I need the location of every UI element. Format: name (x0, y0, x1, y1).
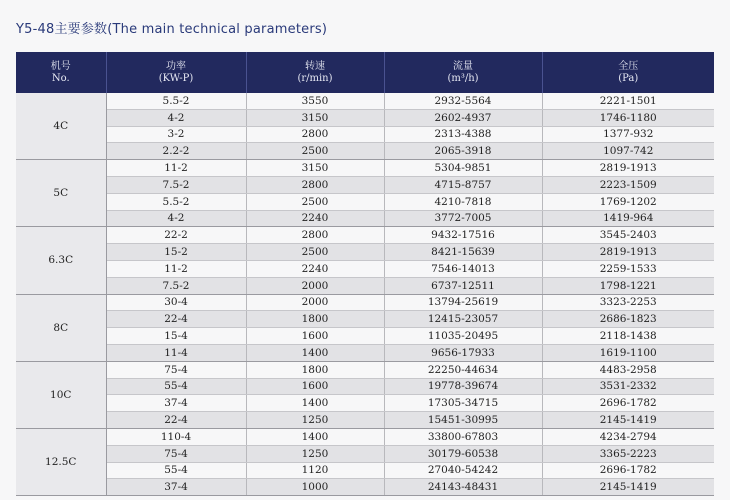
flow-cell: 7546-14013 (384, 260, 542, 277)
flow-cell: 8421-15639 (384, 244, 542, 261)
flow-cell: 27040-54242 (384, 462, 542, 479)
speed-cell: 3550 (246, 93, 384, 109)
power-cell: 37-4 (106, 395, 246, 412)
flow-cell: 9432-17516 (384, 227, 542, 244)
power-cell: 37-4 (106, 479, 246, 496)
table-row (16, 294, 714, 311)
table-row (16, 193, 714, 210)
pressure-cell: 3323-2253 (542, 294, 714, 311)
table-row (16, 428, 714, 445)
header-pressure-en: (Pa) (618, 72, 639, 84)
power-cell: 7.5-2 (106, 176, 246, 193)
speed-cell: 2500 (246, 143, 384, 160)
table-row (16, 311, 714, 328)
header-power-en: (KW-P) (158, 72, 194, 84)
power-cell: 22-2 (106, 227, 246, 244)
power-cell: 55-4 (106, 378, 246, 395)
header-pressure (542, 52, 714, 93)
power-cell: 5.5-2 (106, 193, 246, 210)
flow-cell: 15451-30995 (384, 412, 542, 429)
table-row (16, 479, 714, 496)
table-row (16, 328, 714, 345)
header-flow-cn: 流量 (453, 60, 473, 72)
flow-cell: 22250-44634 (384, 361, 542, 378)
flow-cell: 17305-34715 (384, 395, 542, 412)
table-row (16, 277, 714, 294)
speed-cell: 1120 (246, 462, 384, 479)
header-speed (246, 52, 384, 93)
power-cell: 3-2 (106, 126, 246, 143)
flow-cell: 2932-5564 (384, 93, 542, 109)
speed-cell: 2000 (246, 294, 384, 311)
table-row (16, 361, 714, 378)
speed-cell: 3150 (246, 160, 384, 177)
table-row (16, 143, 714, 160)
pressure-cell: 2145-1419 (542, 479, 714, 496)
speed-cell: 1400 (246, 344, 384, 361)
pressure-cell: 4234-2794 (542, 428, 714, 445)
header-speed-en: (r/min) (297, 72, 333, 84)
flow-cell: 9656-17933 (384, 344, 542, 361)
model-cell: 4C (16, 93, 106, 160)
header-row (16, 52, 714, 93)
flow-cell: 4210-7818 (384, 193, 542, 210)
speed-cell: 1400 (246, 395, 384, 412)
pressure-cell: 1769-1202 (542, 193, 714, 210)
power-cell: 75-4 (106, 445, 246, 462)
pressure-cell: 2221-1501 (542, 93, 714, 109)
table-row (16, 160, 714, 177)
header-flow (384, 52, 542, 93)
header-power (106, 52, 246, 93)
flow-cell: 2065-3918 (384, 143, 542, 160)
table-row (16, 344, 714, 361)
flow-cell: 24143-48431 (384, 479, 542, 496)
model-cell: 5C (16, 160, 106, 227)
flow-cell: 4715-8757 (384, 176, 542, 193)
speed-cell: 2240 (246, 260, 384, 277)
pressure-cell: 1746-1180 (542, 109, 714, 126)
pressure-cell: 1377-932 (542, 126, 714, 143)
pressure-cell: 2696-1782 (542, 395, 714, 412)
pressure-cell: 3545-2403 (542, 227, 714, 244)
speed-cell: 2500 (246, 193, 384, 210)
speed-cell: 1800 (246, 361, 384, 378)
header-model-cn: 机号 (50, 60, 71, 72)
power-cell: 15-2 (106, 244, 246, 261)
pressure-cell: 2819-1913 (542, 244, 714, 261)
power-cell: 22-4 (106, 311, 246, 328)
speed-cell: 1800 (246, 311, 384, 328)
header-model (16, 52, 106, 93)
power-cell: 110-4 (106, 428, 246, 445)
table-header (16, 52, 714, 93)
speed-cell: 1250 (246, 445, 384, 462)
flow-cell: 33800-67803 (384, 428, 542, 445)
pressure-cell: 2223-1509 (542, 176, 714, 193)
power-cell: 4-2 (106, 210, 246, 227)
pressure-cell: 2145-1419 (542, 412, 714, 429)
power-cell: 30-4 (106, 294, 246, 311)
speed-cell: 1600 (246, 328, 384, 345)
flow-cell: 2602-4937 (384, 109, 542, 126)
power-cell: 7.5-2 (106, 277, 246, 294)
table-row (16, 462, 714, 479)
pressure-cell: 3531-2332 (542, 378, 714, 395)
flow-cell: 2313-4388 (384, 126, 542, 143)
header-power-cn: 功率 (166, 60, 186, 72)
power-cell: 55-4 (106, 462, 246, 479)
table-row (16, 210, 714, 227)
header-pressure-cn: 全压 (618, 60, 639, 72)
power-cell: 11-4 (106, 344, 246, 361)
speed-cell: 3150 (246, 109, 384, 126)
pressure-cell: 4483-2958 (542, 361, 714, 378)
flow-cell: 11035-20495 (384, 328, 542, 345)
power-cell: 5.5-2 (106, 93, 246, 109)
flow-cell: 6737-12511 (384, 277, 542, 294)
header-flow-en: (m³/h) (447, 72, 479, 84)
table-row (16, 378, 714, 395)
table-body (16, 93, 714, 496)
pressure-cell: 1619-1100 (542, 344, 714, 361)
flow-cell: 13794-25619 (384, 294, 542, 311)
table-row (16, 395, 714, 412)
speed-cell: 1250 (246, 412, 384, 429)
table-row (16, 176, 714, 193)
speed-cell: 2800 (246, 126, 384, 143)
flow-cell: 30179-60538 (384, 445, 542, 462)
table-row (16, 126, 714, 143)
pressure-cell: 1798-1221 (542, 277, 714, 294)
power-cell: 22-4 (106, 412, 246, 429)
speed-cell: 2240 (246, 210, 384, 227)
table-row (16, 260, 714, 277)
speed-cell: 2000 (246, 277, 384, 294)
pressure-cell: 2118-1438 (542, 328, 714, 345)
pressure-cell: 2819-1913 (542, 160, 714, 177)
speed-cell: 1000 (246, 479, 384, 496)
model-cell: 12.5C (16, 428, 106, 495)
flow-cell: 19778-39674 (384, 378, 542, 395)
model-cell: 6.3C (16, 227, 106, 294)
flow-cell: 3772-7005 (384, 210, 542, 227)
flow-cell: 12415-23057 (384, 311, 542, 328)
power-cell: 2.2-2 (106, 143, 246, 160)
pressure-cell: 1097-742 (542, 143, 714, 160)
speed-cell: 2800 (246, 176, 384, 193)
pressure-cell: 2686-1823 (542, 311, 714, 328)
power-cell: 11-2 (106, 260, 246, 277)
page-title: Y5-48主要参数(The main technical parameters) (16, 22, 328, 37)
power-cell: 4-2 (106, 109, 246, 126)
pressure-cell: 2259-1533 (542, 260, 714, 277)
parameters-table (16, 52, 714, 496)
pressure-cell: 1419-964 (542, 210, 714, 227)
table-row (16, 109, 714, 126)
model-cell: 8C (16, 294, 106, 361)
table-row (16, 93, 714, 109)
header-model-en: No. (51, 72, 70, 84)
model-cell: 10C (16, 361, 106, 428)
flow-cell: 5304-9851 (384, 160, 542, 177)
speed-cell: 1400 (246, 428, 384, 445)
pressure-cell: 2696-1782 (542, 462, 714, 479)
speed-cell: 2800 (246, 227, 384, 244)
power-cell: 75-4 (106, 361, 246, 378)
table-row (16, 244, 714, 261)
speed-cell: 1600 (246, 378, 384, 395)
table-row (16, 445, 714, 462)
table-row (16, 412, 714, 429)
header-speed-cn: 转速 (305, 60, 325, 72)
pressure-cell: 3365-2223 (542, 445, 714, 462)
power-cell: 11-2 (106, 160, 246, 177)
table-row (16, 227, 714, 244)
speed-cell: 2500 (246, 244, 384, 261)
power-cell: 15-4 (106, 328, 246, 345)
